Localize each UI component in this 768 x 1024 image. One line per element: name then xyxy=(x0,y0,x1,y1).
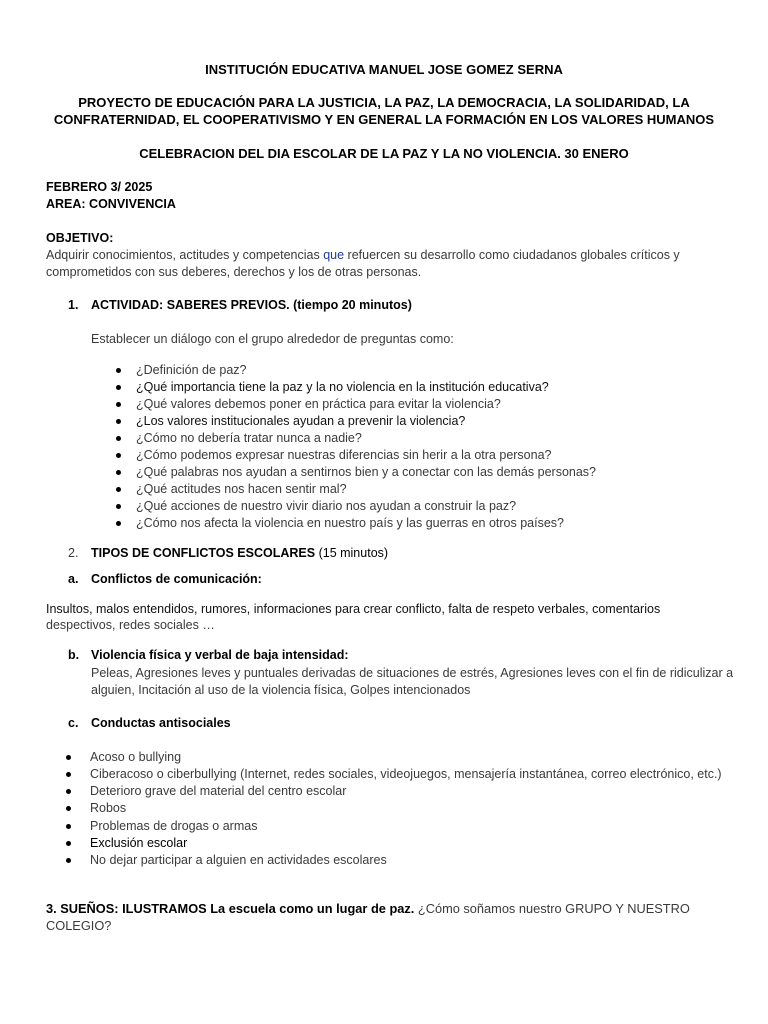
section1-title: ACTIVIDAD: SABERES PREVIOS. (tiempo 20 minutos) xyxy=(91,298,412,312)
project-title-line1: PROYECTO DE EDUCACIÓN PARA LA JUSTICIA, LA PAZ, LA DEMOCRACIA, LA SOLIDARIDAD, LA xyxy=(78,95,690,110)
subsection-b-text-line2: alguien, Incitación al uso de la violencia física, Golpes intencionados xyxy=(91,683,471,697)
objective-text-line2: comprometidos con sus deberes, derechos y los de otras personas. xyxy=(46,265,422,279)
bullet-icon xyxy=(66,772,71,777)
bullet-icon xyxy=(116,487,121,492)
bullet-icon xyxy=(116,385,121,390)
subsection-a-letter: a. xyxy=(68,572,79,586)
objective-text-c: refuercen su desarrollo como ciudadanos globales críticos y xyxy=(344,248,680,262)
subsection-b-letter: b. xyxy=(68,648,80,662)
objective-text-highlight: que xyxy=(323,248,345,262)
section3-title: 3. SUEÑOS: ILUSTRAMOS La escuela como un lugar de paz. xyxy=(46,901,415,916)
subsection-a-text-line2: despectivos, redes sociales … xyxy=(46,618,215,632)
section3-question: ¿Cómo soñamos nuestro GRUPO Y NUESTRO xyxy=(414,901,690,916)
subsection-b-title: Violencia física y verbal de baja intensidad: xyxy=(91,648,349,662)
document-page: INSTITUCIÓN EDUCATIVA MANUEL JOSE GOMEZ SERNA PROYECTO DE EDUCACIÓN PARA LA JUSTICIA, LA PAZ, LA DEMOCRACIA, LA SOLIDARIDAD, LA CONFRATERNIDAD, EL COOPERATIVISMO Y EN GENERAL LA FORMACIÓN EN LOS VALORES HUMANOS CELEBRACION DEL DIA ESCOLAR DE LA PAZ Y LA NO VIOLENCIA. 30 ENERO FEBRERO 3/ 2025 AREA: CONVIVENCIA OBJETIVO: Adquirir conocimientos, actitudes y competencias que refuercen su desarrollo como ciudadanos globales críticos y comprometidos con sus deberes, derechos y los de otras personas. 1. ACTIVIDAD: SABERES PREVIOS. (tiempo 20 minutos) Establecer un diálogo con el grupo alrededor de preguntas como: ¿Definición de paz? ¿Qué importancia tiene la paz y la no violencia en la institución educativa? ¿Qué valores debemos poner en práctica para evitar la violencia? ¿Los valores institucionales ayudan a prevenir la violencia? ¿Cómo no debería tratar nunca a nadie? ¿Cómo podemos expresar nuestras diferencias sin herir a la otra persona? ¿Qué palabras nos ayudan a sentirnos bien y a conectar con las demás personas? ¿Qué actitudes nos hacen sentir mal? ¿Qué acciones de nuestro vivir diario nos ayudan a construir la paz? ¿Cómo nos afecta la violencia en nuestro país y las guerras en otros países? 2. TIPOS DE CONFLICTOS ESCOLARES (15 minutos) a. Conflictos de comunicación: Insultos, malos entendidos, rumores, informaciones para crear conflicto, falta de respeto verbales, comentarios despectivos, redes sociales … b. Violencia física y verbal de baja intensidad: Peleas, Agresiones leves y puntuales derivadas de situaciones de estrés, Agresiones leves con el fin de ridiculizar a alguien, Incitación al uso de la violencia física, Golpes intencionados c. Conductas antisociales Acoso o bullying Ciberacoso o ciberbullying (Internet, redes sociales, videojuegos, mensajería instantánea, correo electrónico, etc.) Deterioro grave del material del centro escolar Robos Problemas de drogas o armas Exclusión escolar No dejar participar a alguien en actividades escolares 3. SUEÑOS: ILUSTRAMOS La escuela como un lugar de paz. ¿Cómo soñamos nuestro GRUPO Y NUESTRO COLEGIO? xyxy=(0,0,768,1024)
bullet-icon xyxy=(66,755,71,760)
objective-heading: OBJETIVO: xyxy=(46,231,114,245)
objective-text-line1 xyxy=(46,247,680,264)
institution-title: INSTITUCIÓN EDUCATIVA MANUEL JOSE GOMEZ SERNA xyxy=(205,62,563,77)
section2-title: TIPOS DE CONFLICTOS ESCOLARES xyxy=(91,546,316,560)
section2-number: 2. xyxy=(68,546,79,560)
bullet-icon xyxy=(116,436,121,441)
celebration-title: CELEBRACION DEL DIA ESCOLAR DE LA PAZ Y LA NO VIOLENCIA. 30 ENERO xyxy=(139,146,629,161)
bullet-icon xyxy=(116,453,121,458)
section1-number: 1. xyxy=(68,298,79,312)
bullet-icon xyxy=(66,841,71,846)
bullet-icon xyxy=(116,521,121,526)
bullet-icon xyxy=(116,419,121,424)
date-line: FEBRERO 3/ 2025 xyxy=(46,180,153,194)
section3-line2: COLEGIO? xyxy=(46,918,112,933)
bullet-icon xyxy=(116,504,121,509)
bullet-icon xyxy=(66,858,71,863)
area-line: AREA: CONVIVENCIA xyxy=(46,197,176,211)
bullet-icon xyxy=(66,806,71,811)
subsection-c-title: Conductas antisociales xyxy=(91,716,231,730)
bullet-icon xyxy=(116,470,121,475)
bullet-icon xyxy=(116,402,121,407)
project-title-line2: CONFRATERNIDAD, EL COOPERATIVISMO Y EN GENERAL LA FORMACIÓN EN LOS VALORES HUMANOS xyxy=(53,112,715,127)
bullet-icon xyxy=(66,789,71,794)
bullet-icon xyxy=(116,368,121,373)
section2-heading xyxy=(91,545,388,562)
subsection-a-text-line1: Insultos, malos entendidos, rumores, informaciones para crear conflicto, falta de respeto verbales, comentarios xyxy=(46,602,661,616)
subsection-a-title: Conflictos de comunicación: xyxy=(91,572,262,586)
section3-heading xyxy=(46,900,690,917)
section1-intro: Establecer un diálogo con el grupo alrededor de preguntas como: xyxy=(91,332,454,346)
section2-duration: (15 minutos) xyxy=(315,546,389,560)
objective-text-a: Adquirir conocimientos, actitudes y competencias xyxy=(46,248,324,262)
subsection-c-letter: c. xyxy=(68,716,79,730)
subsection-b-text-line1: Peleas, Agresiones leves y puntuales derivadas de situaciones de estrés, Agresiones leves con el fin de ridiculizar a xyxy=(91,666,734,680)
bullet-icon xyxy=(66,824,71,829)
